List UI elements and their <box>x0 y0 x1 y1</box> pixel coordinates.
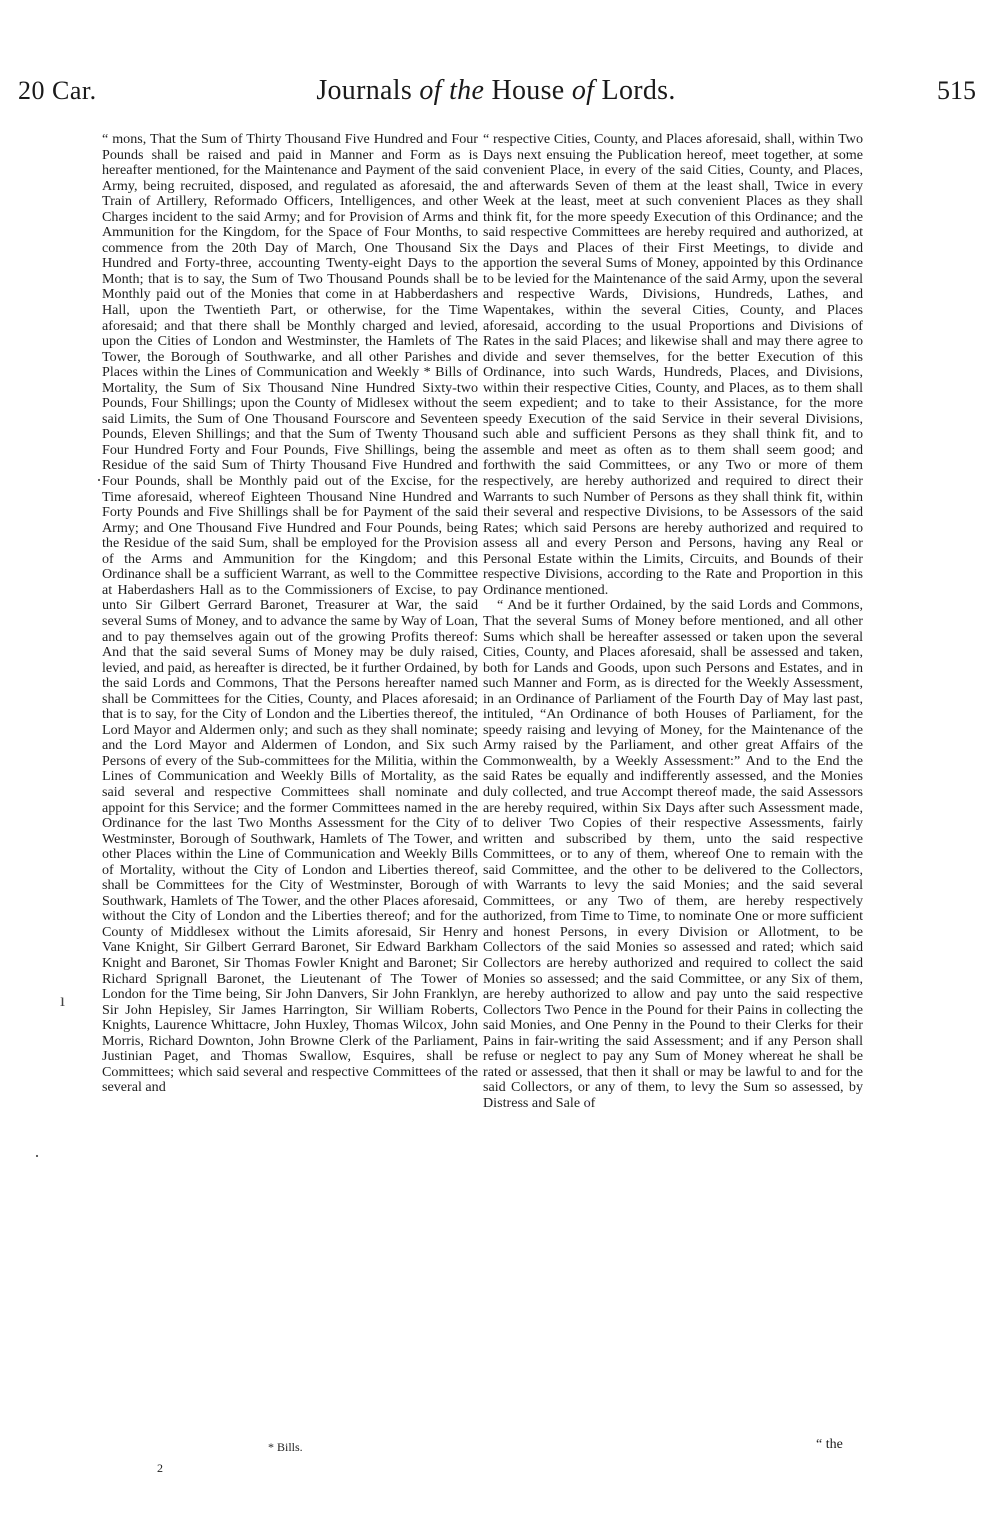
ink-blot-icon: · <box>96 470 102 490</box>
title-word: House <box>491 75 565 106</box>
page-title <box>0 76 992 106</box>
ink-blot-icon: ı <box>60 990 66 1010</box>
paragraph: “ mons, That the Sum of Thirty Thousand Five Hundred and Four Pounds shall be raised and paid in Manner and Form as is hereafter mentioned, for the Maintenance and Payment of the said Army, being recruited, disposed, and regulated as aforesaid, the Train of Artillery, Reformado Officers, Intelligences, and other Charges incident to the said Army; and for Provision of Arms and Ammunition for the Kingdom, for the Space of Four Months, to commence from the 20th Day of March, One Thousand Six Hundred and Forty-three, accounting Twenty-eight Days to the Month; that is to say, the Sum of Two Thousand Pounds shall be Monthly paid out of the Monies that come in at Habberdashers Hall, upon the Twentieth Part, or otherwise, for the Time aforesaid; and that there shall be Monthly charged and levied, upon the Cities of London and Westminster, the Hamlets of The Tower, the Borough of Southwarke, and all other Parishes and Places within the Lines of Communication and Weekly * Bills of Mortality, the Sum of Six Thousand Nine Hundred Sixty-two Pounds, Four Shillings; upon the County of Midlesex without the said Limits, the Sum of One Thousand Fourscore and Seventeen Pounds, Eleven Shillings; and that the Sum of Twenty Thousand Four Hundred Forty and Four Pounds, Five Shillings, being the Residue of the said Sum of Thirty Thousand Five Hundred and Four Pounds, shall be Monthly paid out of the Excise, for the Time aforesaid, whereof Eighteen Thousand Nine Hundred and Forty Pounds and Five Shillings shall be for Payment of the said Army; and One Thousand Five Hundred and Four Pounds, being the Residue of the said Sum, shall be employed for the Provision of the Arms and Ammunition for the Kingdom; and this Ordinance shall be a sufficient Warrant, as well to the Committee at Haberdashers Hall as to the Commissioners of Excise, to pay unto Sir Gilbert Gerrard Baronet, Treasurer at War, the said several Sums of Money, and to advance the same by Way of Loan, and to pay themselves again out of the growing Profits thereof: And that the said several Sums of Money may be duly raised, levied, and paid, as hereafter is directed, be it further Ordained, by the said Lords and Commons, That the Persons hereafter named shall be Committees for the Cities, County, and Places aforesaid; that is to say, for the City of London and the Liberties thereof, the Lord Mayor and Aldermen only; and such as they shall nominate; and the Lord Mayor and Aldermen of London, and Six such Persons of every of the Sub-committees for the Militia, within the Lines of Communication and Weekly Bills of Mortality, as the said several and respective Committees shall nominate and appoint for this Service; and the former Committees named in the Ordinance for the last Two Months Assessment for the City of Westminster, Borough of Southwark, Hamlets of The Tower, and other Places within the Line of Communication and Weekly Bills of Mortality, without the City of London and Liberties thereof, shall be Committees for the City of Westminster, Borough of Southwark, Hamlets of The Tower, and the other Places aforesaid, without the City of London and the Liberties thereof; and for the County of Middlesex without the Limits aforesaid, Sir Henry Vane Knight, Sir Gilbert Gerrard Baronet, Sir Edward Barkham Knight and Baronet, Sir Thomas Fowler Knight and Baronet; Sir Richard Sprignall Baronet, the Lieutenant of The Tower of London for the Time being, Sir John Danvers, Sir John Franklyn, Sir John Hepisley, Sir James Harrington, Sir William Roberts, Knights, Laurence Whittacre, John Huxley, Thomas Wilcox, John Morris, Richard Downton, John Browne Clerk of the Parliament, Justinian Paget, and Thomas Swallow, Esquires, shall be Committees; which said several and respective Committees of the several and <box>102 131 478 1096</box>
signature-mark: 2 <box>157 1461 163 1475</box>
right-column <box>483 132 863 1111</box>
catchword: “ the <box>816 1437 843 1452</box>
title-word: the <box>449 75 485 106</box>
left-column <box>102 132 478 1096</box>
paragraph: “ respective Cities, County, and Places aforesaid, shall, within Two Days next ensuing the Publication hereof, meet together, at some convenient Place, in every of the said Cities, County, and Places, and afterwards Seven of them at the least shall, Twice in every Week at the least, meet at such convenient Places as they shall think fit, for the more speedy Execution of this Ordinance; and the said respective Committees are hereby required and authorized, at the Days and Places of their First Meetings, to divide and apportion the several Sums of Money, appointed by this Ordinance to be levied for the Maintenance of the said Army, upon the several and respective Wards, Divisions, Hundreds, Lathes, and Wapentakes, within the several Cities, County, and Places aforesaid, according to the usual Proportions and Divisions of Rates in the said Places; and likewise shall and may there agree to divide and sever themselves, for the better Execution of this Ordinance, into such Wards, Hundreds, Places, and Divisions, within their respective Cities, County, and Places, as to them shall seem expedient; and to take to their Assistance, for the more speedy Execution of the said Service in their several Divisions, such able and sufficient Persons as they shall think fit, and to assemble and meet as often as to them shall seem good; and forthwith the said Committees, or any Two or more of them respectively, are hereby authorized and required to direct their Warrants to such Number of Persons as they shall think fit, within their several and respective Divisions, to be Assessors of the said Rates; which said Persons are hereby authorized and required to assess all and every Person and Persons, having any Real or Personal Estate within the Limits, Circuits, and Bounds of their respective Divisions, according to the Rate and Proportion in this Ordinance mentioned. <box>483 131 863 598</box>
regnal-year: 20 Car. <box>18 76 97 105</box>
page-number: 515 <box>937 76 976 105</box>
title-word: of <box>571 75 595 106</box>
title-word: Journals <box>316 75 413 106</box>
footnote: * Bills. <box>268 1440 303 1454</box>
ink-blot-icon: · <box>34 1146 40 1166</box>
title-word: of <box>419 75 442 106</box>
title-word: Lords. <box>601 75 676 106</box>
paragraph: “ And be it further Ordained, by the said Lords and Commons, That the several Sums of Money before mentioned, and all other Sums which shall be hereafter assessed or taken upon the several Cities, County, and Places aforesaid, shall be assessed and taken, both for Lands and Goods, upon such Persons and Estates, and in such Manner and Form, as is directed for the Weekly Assessment, in an Ordinance of Parliament of the Fourth Day of May last past, intituled, “An Ordinance of both Houses of Parliament, for the speedy raising and levying of Money, for the Maintenance of the Army raised by the Parliament, and other great Affairs of the Commonwealth, by a Weekly Assessment:” And to the End the said Rates be equally and indifferently assessed, and the Monies duly collected, and true Accompt thereof made, the said Assessors are hereby required, within Six Days after such Assessment made, to deliver Two Copies of their respective Assessments, fairly written and subscribed by them, unto the said respective Committees, or to any of them, whereof One to remain with the said Committee, and the other to be delivered to the Collectors, with Warrants to levy the said Monies; and the said several Committees, or any Two of them, are hereby respectively authorized, from Time to Time, to nominate One or more sufficient and honest Persons, in every Division or Allotment, to be Collectors of the said Monies so assessed and rated; which said Collectors are hereby authorized and required to collect the said Monies so assessed; and the said Committee, or any Six of them, are hereby authorized to allow and pay unto the said respective Collectors Two Pence in the Pound for their Pains in collecting the said Monies, and One Penny in the Pound to their Clerks for their Pains in fair-writing the said Assessment; and if any Person shall refuse or neglect to pay any Sum of Money whereat he shall be rated or assessed, that then it shall or may be lawful to and for the said Collectors, or any of them, to levy the Sum so assessed, by Distress and Sale of <box>483 597 863 1111</box>
